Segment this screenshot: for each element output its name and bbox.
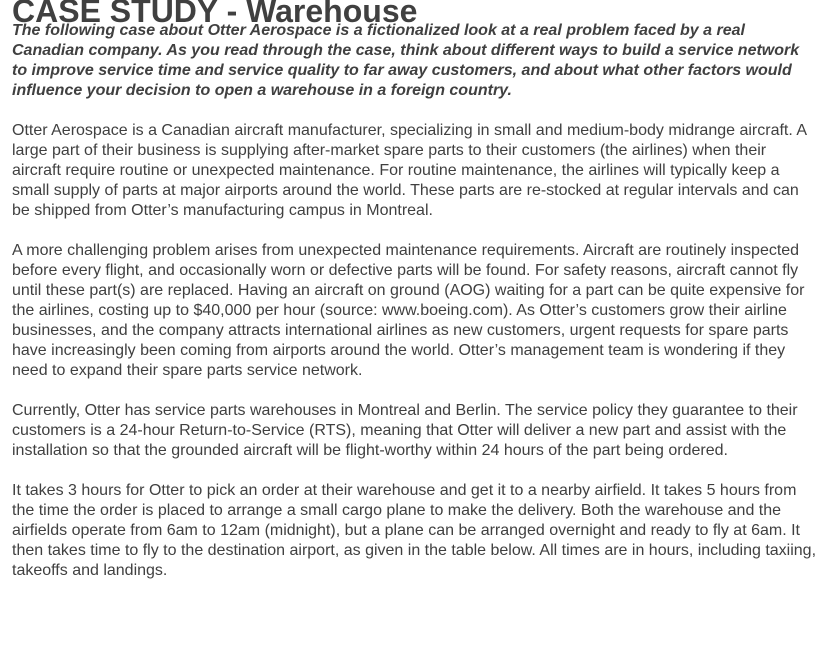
- paragraph-service-policy: Currently, Otter has service parts warehouses in Montreal and Berlin. The service policy they guarantee to their customers is a 24-hour Return-to-Service (RTS), meaning that Otter will deliver a new part and assist with the installation so that the grounded aircraft will be flight-worthy within 24 hours of the part being ordered.: [12, 402, 798, 459]
- paragraph-logistics-timing: It takes 3 hours for Otter to pick an order at their warehouse and get it to a nearby airfield. It takes 5 hours from the time the order is placed to arrange a small cargo plane to make the delivery. Both the warehouse and the airfields operate from 6am to 12am (midnight), but a plane can be arranged overnight and ready to fly at 6am. It then takes time to fly to the destination airport, as given in the table below. All times are in hours, including taxiing, takeoffs and landings.: [12, 482, 817, 579]
- intro-paragraph: The following case about Otter Aerospace is a fictionalized look at a real problem faced by a real Canadian company. As you read through the case, think about different ways to build a service network to improve service time and service quality to far away customers, and about what other factors would influence your decision to open a warehouse in a foreign country.: [12, 22, 800, 99]
- paragraph-aog-problem: A more challenging problem arises from unexpected maintenance requirements. Aircraft are routinely inspected before every flight, and occasionally worn or defective parts will be found. For safety reasons, aircraft cannot fly until these part(s) are replaced. Having an aircraft on ground (AOG) waiting for a part can be quite expensive for the airlines, costing up to $40,000 per hour (source: www.boeing.com). As Otter’s customers grow their airline businesses, and the company attracts international airlines as new customers, urgent requests for spare parts have increasingly been coming from airports around the world. Otter’s management team is wondering if they need to expand their spare parts service network.: [12, 242, 805, 379]
- paragraph-company-overview: Otter Aerospace is a Canadian aircraft manufacturer, specializing in small and medium-body midrange aircraft. A large part of their business is supplying after-market spare parts to their customers (the airlines) when their aircraft require routine or unexpected maintenance. For routine maintenance, the airlines will typically keep a small supply of parts at major airports around the world. These parts are re-stocked at regular intervals and can be shipped from Otter’s manufacturing campus in Montreal.: [12, 122, 807, 219]
- document-title: CASE STUDY - Warehouse: [12, 0, 418, 29]
